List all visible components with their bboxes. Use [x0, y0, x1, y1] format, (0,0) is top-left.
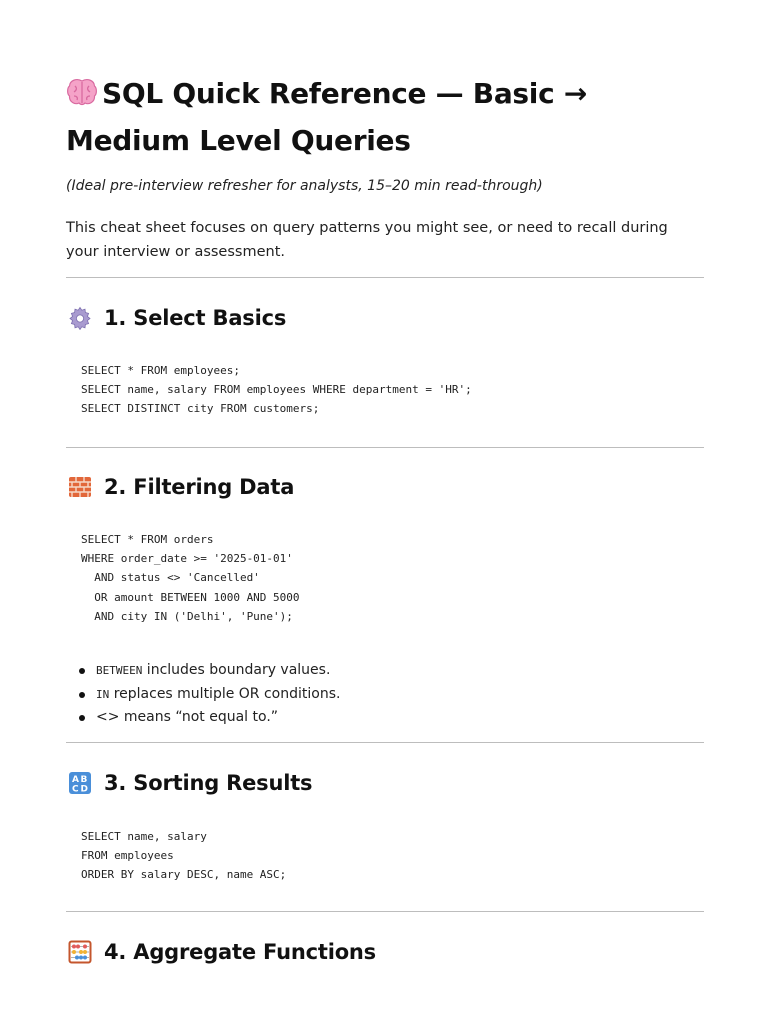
divider: [66, 742, 704, 743]
subtitle: (Ideal pre-interview refresher for analysts, 15–20 min read-through): [66, 178, 543, 194]
svg-text:C: C: [72, 784, 79, 795]
section-heading-filtering-data: [66, 472, 294, 502]
brick-icon: [66, 475, 94, 499]
list-item: IN replaces multiple OR conditions.: [66, 683, 340, 707]
gear-icon: [66, 306, 94, 330]
abacus-icon: [66, 940, 94, 964]
section-heading-select-basics: [66, 303, 286, 333]
divider: [66, 277, 704, 278]
page-title: [66, 70, 716, 164]
section-heading-text: 3. Sorting Results: [104, 771, 313, 795]
code-block-select-basics: SELECT * FROM employees; SELECT name, salary FROM employees WHERE department = 'HR'; SELECT DISTINCT city FROM customers;: [81, 364, 472, 416]
section-heading-sorting-results: [66, 768, 312, 798]
code-block-filtering-data: SELECT * FROM orders WHERE order_date >= '2025-01-01' AND status <> 'Cancelled' OR amount BETWEEN 1000 AND 5000 AND city IN ('Delhi', 'Pune');: [81, 533, 300, 623]
section-heading-text: 2. Filtering Data: [104, 475, 295, 499]
list-item: <> means “not equal to.”: [66, 706, 340, 730]
page-title-text: SQL Quick Reference — Basic → Medium Level Queries: [66, 77, 588, 157]
divider: [66, 911, 704, 912]
inline-code: BETWEEN: [96, 664, 143, 677]
brain-icon: [66, 70, 102, 117]
svg-text:B: B: [80, 775, 88, 785]
section-heading-text: 4. Aggregate Functions: [104, 940, 376, 964]
svg-text:D: D: [80, 784, 88, 795]
inline-code: IN: [96, 687, 110, 701]
intro-paragraph: This cheat sheet focuses on query patterns you might see, or need to recall during your interview or assessment.: [66, 220, 668, 260]
section-heading-aggregate-functions: [66, 937, 376, 967]
svg-text:A: A: [72, 775, 79, 785]
abcd-icon: [66, 771, 94, 795]
list-item: BETWEEN includes boundary values.: [66, 659, 340, 683]
section-heading-text: 1. Select Basics: [104, 306, 287, 330]
notes-list: [66, 659, 340, 730]
divider: [66, 447, 704, 448]
code-block-sorting-results: SELECT name, salary FROM employees ORDER BY salary DESC, name ASC;: [81, 830, 287, 882]
